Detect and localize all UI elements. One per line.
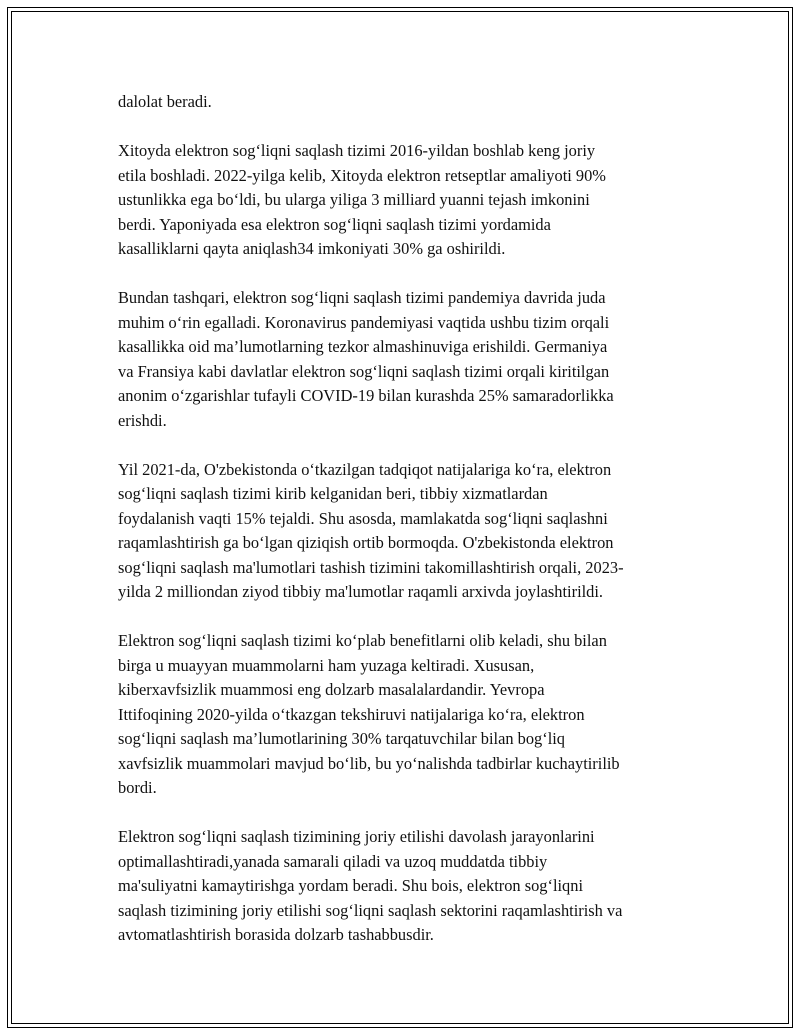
paragraph-china-japan: Xitoyda elektron sog‘liqni saqlash tizimi 2016-yildan boshlab keng joriy etila boshladi. 2022-yilga kelib, Xitoyda elektron retseptlar amaliyoti 90% ustunlikka ega bo‘ldi, bu ularga yiliga 3 milliard yuanni tejash imkonini berdi. Yaponiyada esa elektron sog‘liqni saqlash tizimi yordamida kasalliklarni qayta aniqlash34 imkoniyati 30% ga oshirildi. <box>118 141 606 258</box>
paragraph-uzbekistan: Yil 2021-da, O'zbekistonda o‘tkazilgan tadqiqot natijalariga ko‘ra, elektron sog‘liqni saqlash tizimi kirib kelganidan beri, tibbiy xizmatlardan foydalanish vaqti 15% tejaldi. Shu asosda, mamlakatda sog‘liqni saqlashni raqamlashtirish ga bo‘lgan qiziqish ortib bormoqda. O'zbekistonda elektron sog‘liqni saqlash ma'lumotlari tashish tizimini takomillashtirish orqali, 2023- yilda 2 milliondan ziyod tibbiy ma'lumotlar raqamli arxivda joylashtirildi. <box>118 459 624 601</box>
paragraph-conclusion: Elektron sog‘liqni saqlash tizimining joriy etilishi davolash jarayonlarini optimallashtiradi,yanada samarali qiladi va uzoq muddatda tibbiy ma'suliyatni kamaytirishga yordam beradi. Shu bois, elektron sog‘liqni saqlash tizimining joriy etilishi sog‘liqni saqlash sektorini raqamlashtirish va avtomatlashtirish borasida dolzarb tashabbusdir. <box>118 827 623 944</box>
paragraph-cybersecurity: Elektron sog‘liqni saqlash tizimi ko‘plab benefitlarni olib keladi, shu bilan birga u muayyan muammolarni ham yuzaga keltiradi. Xususan, kiberxavfsizlik muammosi eng dolzarb masalalardandir. Yevropa Ittifoqining 2020-yilda o‘tkazgan tekshiruvi natijalariga ko‘ra, elektron sog‘liqni saqlash ma’lumotlarining 30% tarqatuvchilar bilan bog‘liq xavfsizlik muammolari mavjud bo‘lib, bu yo‘nalishda tadbirlar kuchaytirilib bordi. <box>118 631 620 797</box>
paragraph-continuation: dalolat beradi. <box>118 92 212 111</box>
document-body <box>118 90 698 972</box>
paragraph-pandemic: Bundan tashqari, elektron sog‘liqni saqlash tizimi pandemiya davrida juda muhim o‘rin egalladi. Koronavirus pandemiyasi vaqtida ushbu tizim orqali kasallikka oid ma’lumotlarning tezkor almashinuviga erishildi. Germaniya va Fransiya kabi davlatlar elektron sog‘liqni saqlash tizimi orqali kiritilgan anonim o‘zgarishlar tufayli COVID-19 bilan kurashda 25% samaradorlikka erishdi. <box>118 288 614 430</box>
